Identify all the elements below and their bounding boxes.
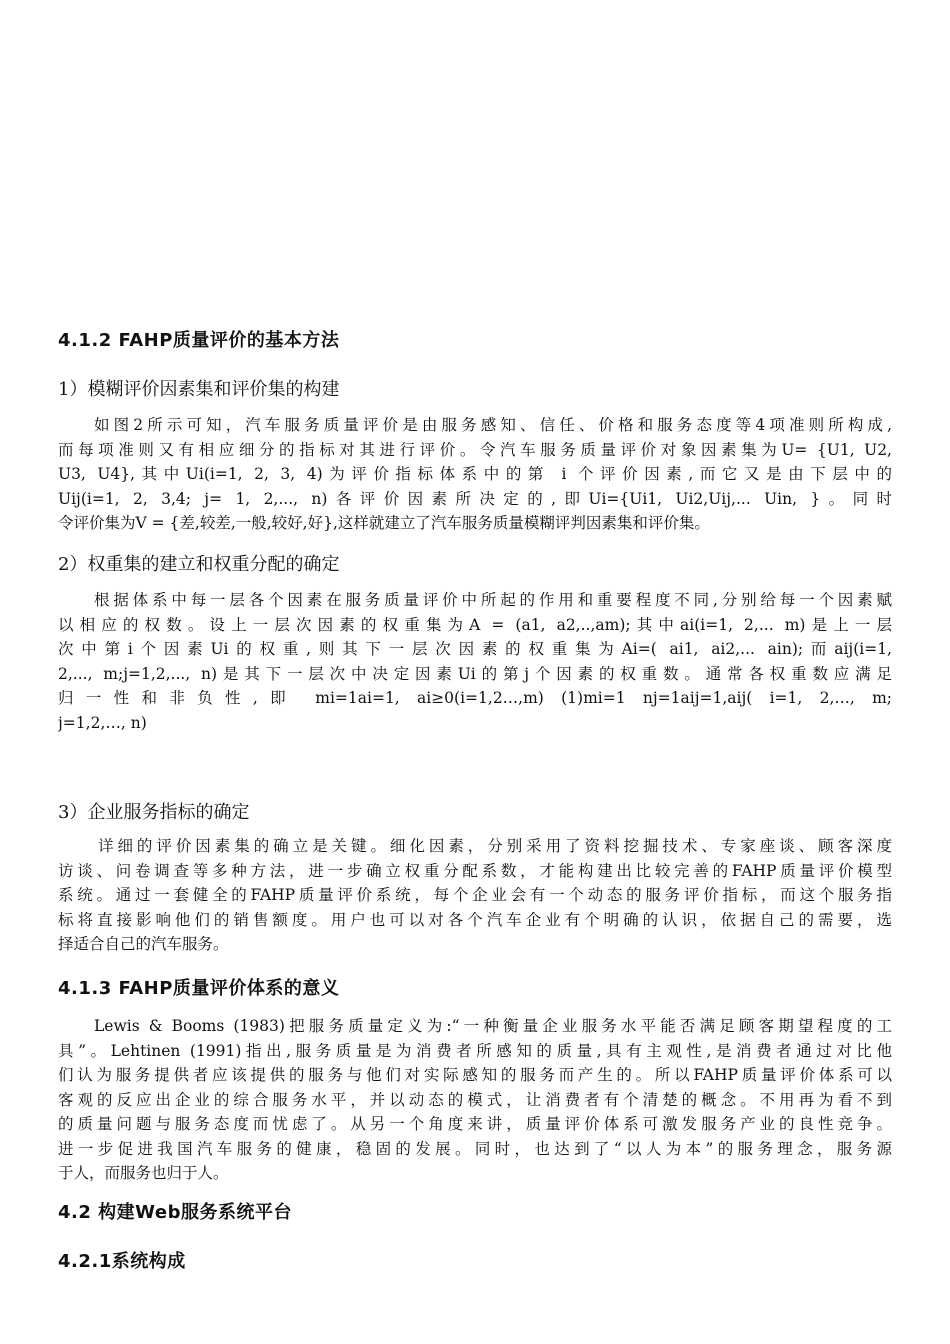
paragraph-line: 根据体系中每一层各个因素在服务质量评价中所起的作用和重要程度不同,分别给每一个因素赋 [94, 591, 892, 609]
paragraph-line: 访谈、问卷调查等多种方法，进一步确立权重分配系数，才能构建出比较完善的FAHP质量评价模型 [58, 861, 892, 880]
heading-4-2-1: 4.2.1系统构成 [58, 1251, 186, 1272]
paragraph-line: 进一步促进我国汽车服务的健康，稳固的发展。同时，也达到了“以人为本”的服务理念，服务源 [58, 1139, 892, 1158]
paragraph-line: 令评价集为V = {差,较差,一般,较好,好},这样就建立了汽车服务质量模糊评判因素集和评价集。 [58, 514, 710, 532]
paragraph-line: 们认为服务提供者应该提供的服务与他们对实际感知的服务而产生的。所以FAHP质量评价体系可以 [58, 1066, 892, 1084]
paragraph-line: 2,..., m;j=1,2,..., n)是其下一层次中决定因素Ui的第j个因素的权重数。通常各权重数应满足 [58, 664, 892, 683]
paragraph-line: 择适合自己的汽车服务。 [58, 935, 229, 953]
subheading-fuzzy-evaluation: 1）模糊评价因素集和评价集的构建 [58, 379, 340, 400]
paragraph-line: 以相应的权数。设上一层次因素的权重集为A = (a1, a2,..,am);其中ai(i=1, 2,... m)是上一层 [58, 615, 892, 634]
subheading-service-indicators: 3）企业服务指标的确定 [58, 802, 250, 823]
paragraph-line: Uij(i=1, 2, 3,4; j= 1, 2,..., n)各评价因素所决定的,即Ui={Ui1, Ui2,Uij,... Uin, }。同时 [58, 489, 892, 508]
paragraph-line: 详细的评价因素集的确立是关键。细化因素，分别采用了资料挖掘技术、专家座谈、顾客深度 [98, 837, 892, 855]
paragraph-weight-set [58, 588, 892, 735]
paragraph-line: 归一性和非负性,即 mi=1ai=1, ai≥0(i=1,2…,m) (1)mi=1 nj=1aij=1,aij( i=1, 2,…, m; [58, 689, 892, 707]
paragraph-line: U3, U4},其中Ui(i=1, 2, 3, 4)为评价指标体系中的第 i 个评价因素,而它又是由下层中的 [58, 465, 892, 483]
paragraph-line: 如图2所示可知，汽车服务质量评价是由服务感知、信任、价格和服务态度等4项准则所构成, [94, 416, 892, 434]
paragraph-line: 系统。通过一套健全的FAHP质量评价系统，每个企业会有一个动态的服务评价指标，而这个服务指 [58, 886, 892, 904]
paragraph-line: 于人，而服务也归于人。 [58, 1164, 229, 1182]
paragraph-significance [58, 1014, 892, 1186]
heading-4-1-3: 4.1.3 FAHP质量评价体系的意义 [58, 978, 340, 999]
paragraph-line: 而每项准则又有相应细分的指标对其进行评价。令汽车服务质量评价对象因素集为U= {U1, U2, [58, 440, 892, 459]
heading-4-1-2: 4.1.2 FAHP质量评价的基本方法 [58, 330, 340, 351]
subheading-weight-set: 2）权重集的建立和权重分配的确定 [58, 554, 340, 575]
paragraph-line: 的质量问题与服务态度而忧虑了。从另一个角度来讲，质量评价体系可激发服务产业的良性竞争。 [58, 1115, 892, 1133]
paragraph-line: 具”。Lehtinen (1991)指出,服务质量是为消费者所感知的质量,具有主观性,是消费者通过对比他 [58, 1041, 892, 1060]
paragraph-service-indicators [58, 834, 892, 957]
paragraph-line: 次中第i个因素Ui的权重,则其下一层次因素的权重集为Ai=( ai1, ai2,... ain);而aij(i=1, [58, 640, 892, 658]
paragraph-line: Lewis & Booms (1983)把服务质量定义为:“一种衡量企业服务水平能否满足顾客期望程度的工 [94, 1017, 892, 1035]
paragraph-line: j=1,2,…, n) [58, 713, 147, 732]
paragraph-fuzzy-evaluation [58, 413, 892, 536]
paragraph-line: 客观的反应出企业的综合服务水平，并以动态的模式，让消费者有个清楚的概念。不用再为看不到 [58, 1090, 892, 1109]
heading-4-2: 4.2 构建Web服务系统平台 [58, 1202, 292, 1223]
paragraph-line: 标将直接影响他们的销售额度。用户也可以对各个汽车企业有个明确的认识，依据自己的需要，选 [58, 910, 892, 929]
